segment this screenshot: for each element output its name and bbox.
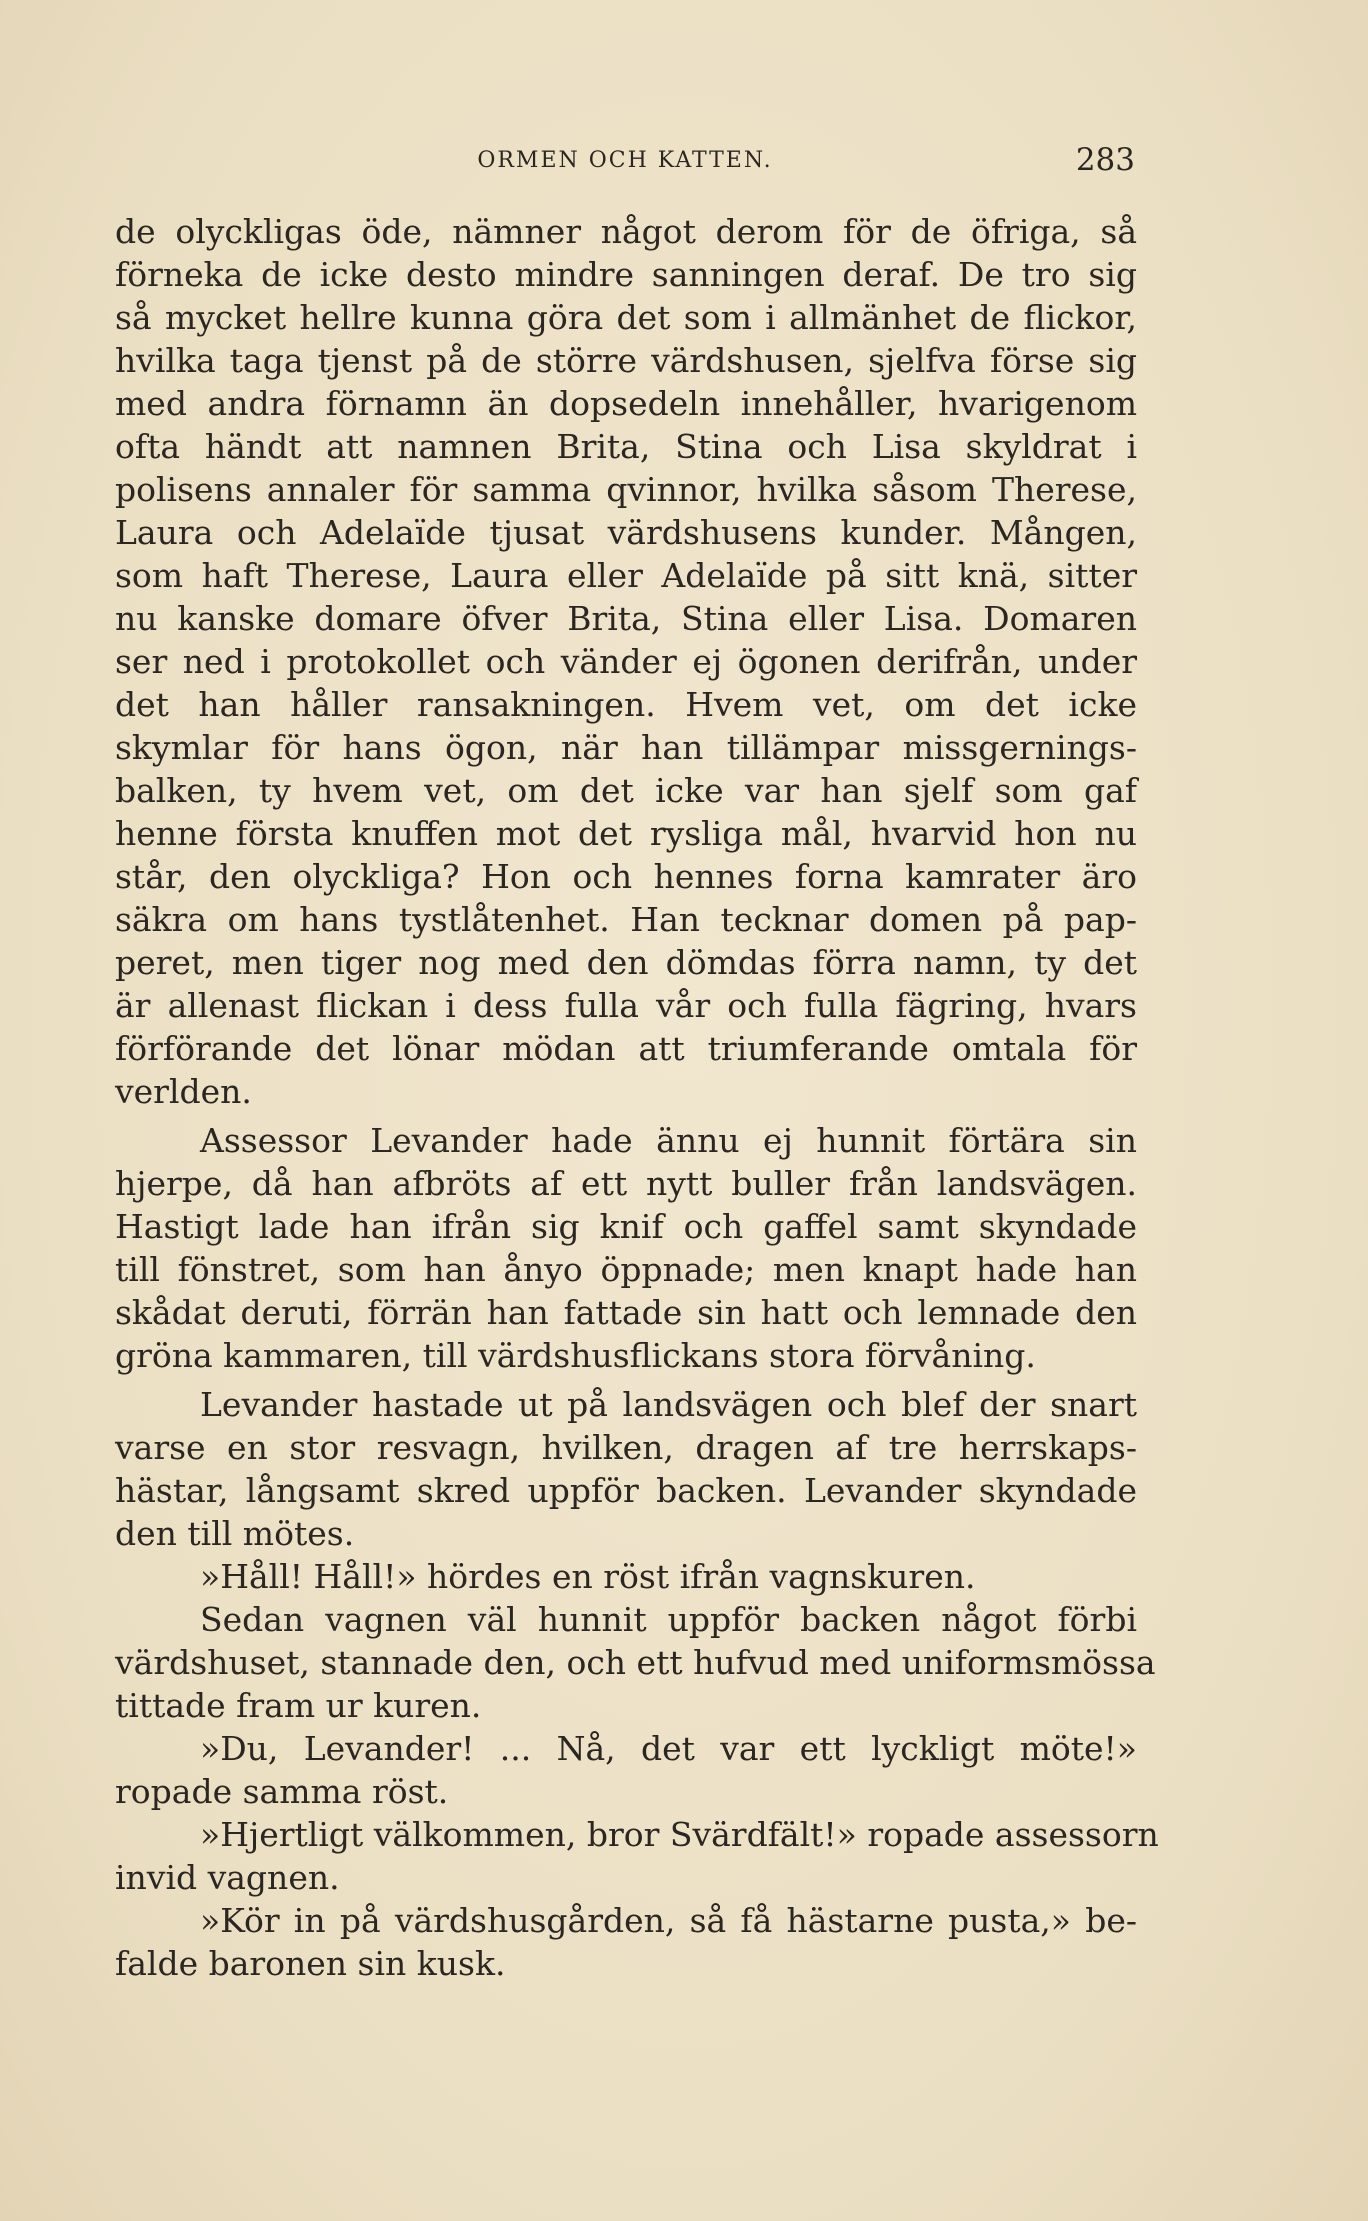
text-line: ofta händt att namnen Brita, Stina och Lisa skyldrat i [115, 427, 1137, 466]
text-line: henne första knuffen mot det rysliga mål, hvarvid hon nu [115, 814, 1137, 853]
page-header [115, 142, 1135, 182]
text-line: peret, men tiger nog med den dömdas förra namn, ty det [115, 943, 1137, 982]
text-line: balken, ty hvem vet, om det icke var han sjelf som gaf [115, 771, 1137, 810]
paragraph [115, 1598, 1156, 1727]
text-line: som haft Therese, Laura eller Adelaïde på sitt knä, sitter [115, 556, 1137, 595]
text-line: förförande det lönar mödan att triumferande omtala för [115, 1029, 1137, 1068]
text-line: med andra förnamn än dopsedeln innehåller, hvarigenom [115, 384, 1137, 423]
text-line: Levander hastade ut på landsvägen och blef der snart [200, 1385, 1137, 1424]
body-text [115, 210, 1159, 1985]
text-line: skymlar för hans ögon, när han tillämpar missgernings- [115, 728, 1137, 767]
paragraph [115, 1899, 1137, 1985]
text-line: Sedan vagnen väl hunnit uppför backen något förbi [200, 1600, 1137, 1639]
text-line: tittade fram ur kuren. [115, 1686, 482, 1725]
text-line: skådat deruti, förrän han fattade sin hatt och lemnade den [115, 1293, 1137, 1332]
text-line: ser ned i protokollet och vänder ej ögonen derifrån, under [115, 642, 1137, 681]
text-line: hvilka taga tjenst på de större värdshusen, sjelfva förse sig [115, 341, 1137, 380]
text-line: invid vagnen. [115, 1858, 340, 1897]
text-line: »Du, Levander! ... Nå, det var ett lyckligt möte!» [200, 1729, 1137, 1768]
paragraph [115, 1813, 1159, 1899]
text-line: »Kör in på värdshusgården, så få hästarne pusta,» be- [200, 1901, 1137, 1940]
text-line: »Hjertligt välkommen, bror Svärdfält!» ropade assessorn [200, 1815, 1159, 1854]
text-line: är allenast flickan i dess fulla vår och fulla fägring, hvars [115, 986, 1137, 1025]
text-line: ropade samma röst. [115, 1772, 449, 1811]
text-line: hästar, långsamt skred uppför backen. Levander skyndade [115, 1471, 1137, 1510]
text-line: hjerpe, då han afbröts af ett nytt buller från landsvägen. [115, 1164, 1137, 1203]
text-line: polisens annaler för samma qvinnor, hvilka såsom Therese, [115, 470, 1137, 509]
paragraph [115, 1119, 1137, 1377]
text-line: nu kanske domare öfver Brita, Stina eller Lisa. Domaren [115, 599, 1137, 638]
paragraph [115, 210, 1137, 1113]
text-line: står, den olyckliga? Hon och hennes forna kamrater äro [115, 857, 1137, 896]
text-line: till fönstret, som han ånyo öppnade; men knapt hade han [115, 1250, 1137, 1289]
text-line: värdshuset, stannade den, och ett hufvud med uniformsmössa [115, 1643, 1156, 1682]
text-line: de olyckligas öde, nämner något derom för de öfriga, så [115, 212, 1137, 251]
text-line: falde baronen sin kusk. [115, 1944, 506, 1983]
paragraph [115, 1555, 1137, 1598]
text-line: så mycket hellre kunna göra det som i allmänhet de flickor, [115, 298, 1137, 337]
text-line: varse en stor resvagn, hvilken, dragen af tre herrskaps- [115, 1428, 1137, 1467]
text-line: Hastigt lade han ifrån sig knif och gaffel samt skyndade [115, 1207, 1137, 1246]
text-line: förneka de icke desto mindre sanningen deraf. De tro sig [115, 255, 1137, 294]
text-line: den till mötes. [115, 1514, 355, 1553]
text-line: Laura och Adelaïde tjusat värdshusens kunder. Mången, [115, 513, 1137, 552]
paragraph [115, 1727, 1137, 1813]
paragraph [115, 1383, 1137, 1555]
text-line: säkra om hans tystlåtenhet. Han tecknar domen på pap- [115, 900, 1137, 939]
text-line: gröna kammaren, till värdshusflickans stora förvåning. [115, 1336, 1036, 1375]
text-line: det han håller ransakningen. Hvem vet, om det icke [115, 685, 1137, 724]
text-line: Assessor Levander hade ännu ej hunnit förtära sin [200, 1121, 1137, 1160]
text-line: verlden. [115, 1072, 252, 1111]
page-number: 283 [1075, 142, 1135, 178]
running-title: ORMEN OCH KATTEN. [477, 148, 773, 173]
text-line: »Håll! Håll!» hördes en röst ifrån vagnskuren. [200, 1557, 976, 1596]
